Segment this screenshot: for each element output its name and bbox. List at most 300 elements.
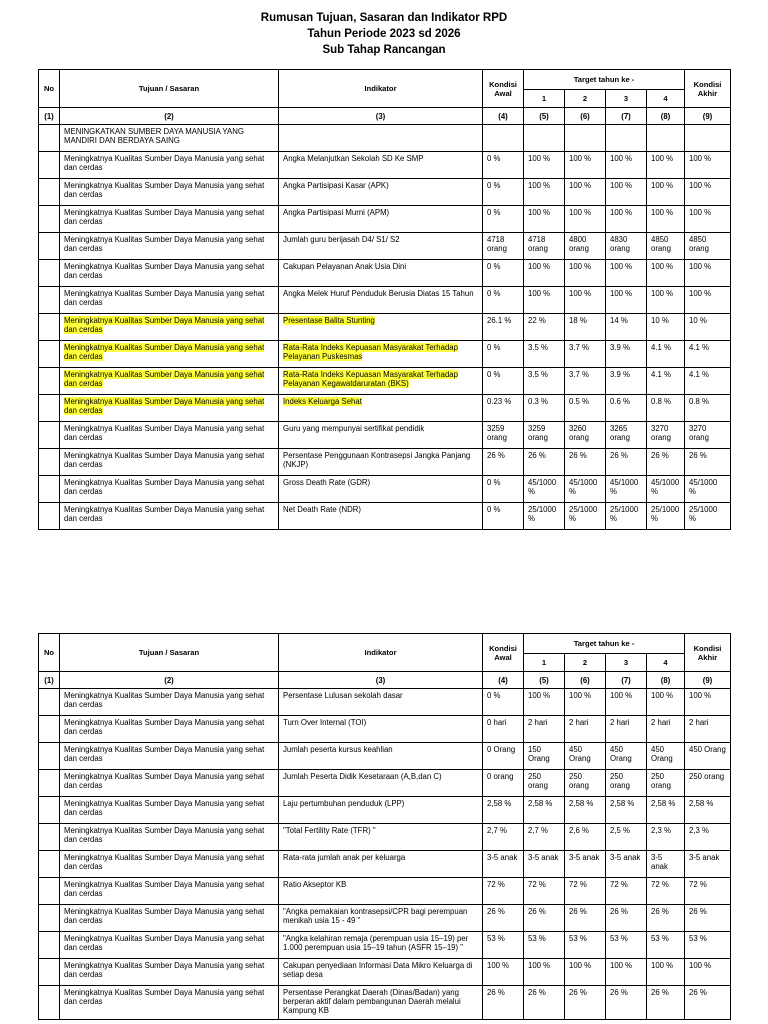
indikator-cell [279,932,483,959]
t4-text: 2 hari [651,718,671,727]
value-cell-akhir [685,314,731,341]
indikator-text: Turn Over Internal (TOI) [283,718,367,727]
t2-text: 26 % [569,988,587,997]
value-cell-t4 [647,449,685,476]
tujuan-cell [60,341,279,368]
col-number: (7) [606,108,647,125]
value-cell-t1 [524,905,565,932]
awal-text: 0 % [487,478,501,487]
value-cell-t3 [606,905,647,932]
tujuan-cell [60,476,279,503]
value-cell-t2 [565,287,606,314]
tujuan-text: Meningkatnya Kualitas Sumber Daya Manusia yang sehat dan cerdas [64,181,265,199]
col-number: (9) [685,108,731,125]
value-cell-t3 [606,851,647,878]
value-cell-t1 [524,770,565,797]
t2-text: 4800 orang [569,235,589,253]
akhir-text: 4.1 % [689,370,709,379]
value-cell-t2 [565,395,606,422]
value-cell-awal [483,341,524,368]
tujuan-cell [60,932,279,959]
row-no-cell [39,449,60,476]
t3-text: 4830 orang [610,235,630,253]
t1-text: 100 % [528,961,551,970]
indikator-text-highlighted: Rata-Rata Indeks Kepuasan Masyarakat Terhadap Pelayanan Puskesmas [283,343,458,361]
t2-text: 3.7 % [569,343,589,352]
value-cell-t4 [647,959,685,986]
value-cell-t4 [647,422,685,449]
indikator-text: Jumlah Peserta Didik Kesetaraan (A,B,dan C) [283,772,442,781]
t4-text: 100 % [651,289,674,298]
t1-text: 100 % [528,208,551,217]
t3-text: 2,58 % [610,799,635,808]
t1-text: 100 % [528,691,551,700]
t1-text: 53 % [528,934,546,943]
col-number: (3) [279,108,483,125]
value-cell-akhir [685,689,731,716]
indikator-text: Angka Partisipasi Murni (APM) [283,208,390,217]
t3-text: 3.9 % [610,343,630,352]
value-cell-awal [483,503,524,530]
t1-text: 26 % [528,988,546,997]
value-cell-t3 [606,395,647,422]
value-cell-t2 [565,449,606,476]
indikator-text: Cakupan Pelayanan Anak Usia Dini [283,262,407,271]
value-cell-t3 [606,179,647,206]
t4-text: 26 % [651,451,669,460]
indikator-text: Angka Partisipasi Kasar (APK) [283,181,389,190]
t1-text: 26 % [528,907,546,916]
value-cell-t2 [565,152,606,179]
indikator-text: "Total Fertility Rate (TFR) " [283,826,376,835]
tujuan-text: Meningkatnya Kualitas Sumber Daya Manusia yang sehat dan cerdas [64,772,265,790]
value-cell-t1 [524,314,565,341]
value-cell-t4 [647,260,685,287]
value-cell-t1 [524,851,565,878]
table-row [39,152,731,179]
indikator-text: "Angka kelahiran remaja (perempuan usia 15–19) per 1.000 perempuan usia 15–19 tahun (ASFR 15–19) " [283,934,469,952]
tujuan-text: Meningkatnya Kualitas Sumber Daya Manusia yang sehat dan cerdas [64,451,265,469]
t1-text: 25/1000 % [528,505,557,523]
value-cell-t4 [647,152,685,179]
tujuan-text: Meningkatnya Kualitas Sumber Daya Manusia yang sehat dan cerdas [64,424,265,442]
akhir-text: 100 % [689,691,712,700]
value-cell-awal [483,932,524,959]
table-row [39,905,731,932]
t4-text: 72 % [651,880,669,889]
value-cell-t3 [606,824,647,851]
table-row [39,932,731,959]
value-cell-t2 [565,770,606,797]
table-row [39,824,731,851]
awal-text: 53 % [487,934,505,943]
t2-text: 100 % [569,691,592,700]
value-cell-akhir [685,503,731,530]
t2-text: 18 % [569,316,587,325]
row-no-cell [39,152,60,179]
akhir-text: 2,3 % [689,826,709,835]
value-cell-t1 [524,716,565,743]
awal-text: 26 % [487,988,505,997]
t4-text: 2,3 % [651,826,671,835]
value-cell-t4 [647,476,685,503]
t4-text: 10 % [651,316,669,325]
value-cell-t2 [565,689,606,716]
col-number: (4) [483,672,524,689]
value-cell-t3 [606,449,647,476]
value-cell-akhir [685,179,731,206]
t1-text: 250 orang [528,772,548,790]
t3-text: 100 % [610,181,633,190]
t4-text: 26 % [651,988,669,997]
value-cell-t2 [565,233,606,260]
row-no-cell [39,824,60,851]
t2-text: 100 % [569,961,592,970]
col-number: (2) [60,108,279,125]
tujuan-text: Meningkatnya Kualitas Sumber Daya Manusia yang sehat dan cerdas [64,799,265,817]
header-target-2: 2 [565,90,606,108]
col-number: (4) [483,108,524,125]
row-no-cell [39,422,60,449]
col-number: (1) [39,108,60,125]
tujuan-text: Meningkatnya Kualitas Sumber Daya Manusia yang sehat dan cerdas [64,235,265,253]
row-no-cell [39,341,60,368]
value-cell-akhir [685,341,731,368]
table-row [39,770,731,797]
tujuan-text: Meningkatnya Kualitas Sumber Daya Manusia yang sehat dan cerdas [64,880,265,898]
awal-text: 0.23 % [487,397,512,406]
t3-text: 3-5 anak [610,853,641,862]
awal-text: 26 % [487,907,505,916]
t4-text: 2,58 % [651,799,676,808]
value-cell-akhir [685,260,731,287]
t1-text: 100 % [528,262,551,271]
header-target-3: 3 [606,90,647,108]
value-cell-awal [483,959,524,986]
t1-text: 0.3 % [528,397,548,406]
akhir-text: 250 orang [689,772,725,781]
awal-text: 26 % [487,451,505,460]
t2-text: 26 % [569,451,587,460]
header-target-1: 1 [524,654,565,672]
indikator-cell [279,341,483,368]
t3-text: 53 % [610,934,628,943]
t4-text: 3-5 anak [651,853,668,871]
table-row [39,422,731,449]
header-no: No [39,70,60,108]
value-cell-t1 [524,260,565,287]
akhir-text: 100 % [689,181,712,190]
t3-text: 45/1000 % [610,478,639,496]
t4-text: 100 % [651,208,674,217]
value-cell-t1 [524,959,565,986]
value-cell-t2 [565,716,606,743]
t3-text: 3.9 % [610,370,630,379]
value-cell-t2 [565,851,606,878]
value-cell-t1 [524,743,565,770]
awal-text: 0 % [487,289,501,298]
value-cell-t3 [606,770,647,797]
value-cell-t2 [565,476,606,503]
col-number: (7) [606,672,647,689]
value-cell-t3 [606,986,647,1020]
tujuan-text-highlighted: Meningkatnya Kualitas Sumber Daya Manusia yang sehat dan cerdas [64,397,265,415]
tujuan-cell [60,206,279,233]
row-no-cell [39,851,60,878]
value-cell-t1 [524,422,565,449]
table-row [39,986,731,1020]
row-no-cell [39,314,60,341]
tujuan-text-highlighted: Meningkatnya Kualitas Sumber Daya Manusia yang sehat dan cerdas [64,370,265,388]
value-cell-t2 [565,986,606,1020]
indikator-cell [279,770,483,797]
awal-text: 0 Orang [487,745,516,754]
t2-text: 3.7 % [569,370,589,379]
t4-text: 26 % [651,907,669,916]
value-cell-t4 [647,287,685,314]
value-cell-t2 [565,314,606,341]
tujuan-text: Meningkatnya Kualitas Sumber Daya Manusia yang sehat dan cerdas [64,826,265,844]
akhir-text: 26 % [689,988,707,997]
value-cell-akhir [685,233,731,260]
header-indikator: Indikator [279,70,483,108]
value-cell-akhir [685,770,731,797]
value-cell-t2 [565,179,606,206]
tujuan-text: Meningkatnya Kualitas Sumber Daya Manusia yang sehat dan cerdas [64,718,265,736]
value-cell-t1 [524,233,565,260]
t2-text: 100 % [569,181,592,190]
akhir-text: 100 % [689,289,712,298]
value-cell-awal [483,179,524,206]
tujuan-cell [60,851,279,878]
akhir-text: 4850 orang [689,235,709,253]
tujuan-text: Meningkatnya Kualitas Sumber Daya Manusia yang sehat dan cerdas [64,745,265,763]
indikator-cell [279,986,483,1020]
goal-cell [60,125,279,152]
tujuan-cell [60,824,279,851]
indikator-text: Persentase Penggunaan Kontrasepsi Jangka Panjang (NKJP) [283,451,471,469]
t1-text: 100 % [528,154,551,163]
value-cell-awal [483,770,524,797]
tujuan-cell [60,368,279,395]
header-kondisi-akhir: Kondisi Akhir [685,634,731,672]
value-cell-awal [483,878,524,905]
table-row [39,689,731,716]
value-cell-t2 [565,932,606,959]
t2-text: 25/1000 % [569,505,598,523]
awal-text: 0 % [487,208,501,217]
awal-text: 2,7 % [487,826,507,835]
value-cell-akhir [685,743,731,770]
value-cell-t4 [647,716,685,743]
value-cell-akhir [685,824,731,851]
tujuan-cell [60,770,279,797]
value-cell-t3 [606,689,647,716]
tujuan-text: Meningkatnya Kualitas Sumber Daya Manusia yang sehat dan cerdas [64,907,265,925]
value-cell-awal [483,395,524,422]
value-cell-t2 [565,959,606,986]
header-target: Target tahun ke - [524,70,685,90]
indikator-cell [279,233,483,260]
tujuan-cell [60,743,279,770]
akhir-text: 26 % [689,451,707,460]
value-cell-t3 [606,314,647,341]
value-cell-akhir [685,476,731,503]
t3-text: 26 % [610,988,628,997]
value-cell-t4 [647,179,685,206]
value-cell-akhir [685,395,731,422]
table-row [39,476,731,503]
header-indikator: Indikator [279,634,483,672]
t2-text: 2,6 % [569,826,589,835]
table-row [39,206,731,233]
t2-text: 100 % [569,154,592,163]
table-row [39,179,731,206]
document-title [0,10,768,58]
value-cell-t3 [606,206,647,233]
value-cell-t2 [565,824,606,851]
value-cell-akhir [685,368,731,395]
row-no-cell [39,368,60,395]
t1-text: 45/1000 % [528,478,557,496]
value-cell-t3 [606,797,647,824]
tujuan-cell [60,716,279,743]
value-cell-t4 [647,770,685,797]
value-cell-t1 [524,179,565,206]
value-cell-akhir [685,986,731,1020]
t3-text: 0.6 % [610,397,630,406]
value-cell-awal [483,716,524,743]
value-cell-t2 [565,206,606,233]
indikator-cell [279,851,483,878]
t3-text: 100 % [610,154,633,163]
t4-text: 450 Orang [651,745,673,763]
t4-text: 53 % [651,934,669,943]
tujuan-cell [60,449,279,476]
value-cell-awal [483,287,524,314]
value-cell-t1 [524,476,565,503]
indikator-cell [279,476,483,503]
tujuan-text: Meningkatnya Kualitas Sumber Daya Manusia yang sehat dan cerdas [64,208,265,226]
goal-row [39,125,731,152]
t1-text: 26 % [528,451,546,460]
row-no-cell [39,287,60,314]
t3-text: 100 % [610,961,633,970]
table-row [39,341,731,368]
header-no: No [39,634,60,672]
t2-text: 0.5 % [569,397,589,406]
header-target-4: 4 [647,654,685,672]
value-cell-t3 [606,878,647,905]
col-number: (2) [60,672,279,689]
value-cell-t4 [647,797,685,824]
awal-text: 0 % [487,262,501,271]
t2-text: 2,58 % [569,799,594,808]
row-no-cell [39,905,60,932]
value-cell-t3 [606,743,647,770]
value-cell-akhir [685,932,731,959]
row-no-cell [39,179,60,206]
tujuan-cell [60,689,279,716]
tujuan-cell [60,233,279,260]
tujuan-text: Meningkatnya Kualitas Sumber Daya Manusia yang sehat dan cerdas [64,853,265,871]
indikator-text: Angka Melanjutkan Sekolah SD Ke SMP [283,154,424,163]
table-row [39,797,731,824]
t1-text: 150 Orang [528,745,550,763]
col-number: (1) [39,672,60,689]
t4-text: 100 % [651,691,674,700]
awal-text: 3-5 anak [487,853,518,862]
col-number: (5) [524,672,565,689]
t2-text: 72 % [569,880,587,889]
awal-text: 0 % [487,343,501,352]
value-cell-akhir [685,152,731,179]
tujuan-cell [60,797,279,824]
value-cell-t2 [565,797,606,824]
indikator-text: Jumlah guru berijasah D4/ S1/ S2 [283,235,400,244]
value-cell-awal [483,743,524,770]
row-no-cell [39,986,60,1020]
value-cell-t3 [606,287,647,314]
value-cell-akhir [685,206,731,233]
indikator-cell [279,422,483,449]
t2-text: 250 orang [569,772,589,790]
value-cell-t3 [606,932,647,959]
awal-text: 3259 orang [487,424,507,442]
t3-text: 14 % [610,316,628,325]
tujuan-cell [60,260,279,287]
akhir-text: 53 % [689,934,707,943]
indikator-cell [279,368,483,395]
tujuan-cell [60,959,279,986]
header-target-2: 2 [565,654,606,672]
indikator-text: Cakupan penyediaan Informasi Data Mikro Keluarga di setiap desa [283,961,473,979]
akhir-text: 100 % [689,208,712,217]
t4-text: 45/1000 % [651,478,680,496]
t4-text: 100 % [651,181,674,190]
value-cell-akhir [685,878,731,905]
value-cell-t1 [524,368,565,395]
table-row [39,287,731,314]
value-cell-akhir [685,797,731,824]
indikator-text: Net Death Rate (NDR) [283,505,361,514]
value-cell-t1 [524,986,565,1020]
t2-text: 3260 orang [569,424,589,442]
awal-text: 0 % [487,181,501,190]
akhir-text: 2 hari [689,718,709,727]
awal-text: 0 % [487,505,501,514]
col-number: (6) [565,108,606,125]
value-cell-t1 [524,824,565,851]
tujuan-text: Meningkatnya Kualitas Sumber Daya Manusia yang sehat dan cerdas [64,154,265,172]
value-cell-t3 [606,368,647,395]
table-row [39,743,731,770]
t2-text: 45/1000 % [569,478,598,496]
indikator-cell [279,689,483,716]
value-cell-t4 [647,743,685,770]
table-row [39,314,731,341]
row-no-cell [39,743,60,770]
header-kondisi-awal: Kondisi Awal [483,634,524,672]
col-number: (8) [647,672,685,689]
value-cell-t4 [647,689,685,716]
indikator-cell [279,287,483,314]
indikator-cell [279,905,483,932]
t1-text: 2,58 % [528,799,553,808]
t3-text: 25/1000 % [610,505,639,523]
table-row [39,395,731,422]
value-cell-akhir [685,287,731,314]
